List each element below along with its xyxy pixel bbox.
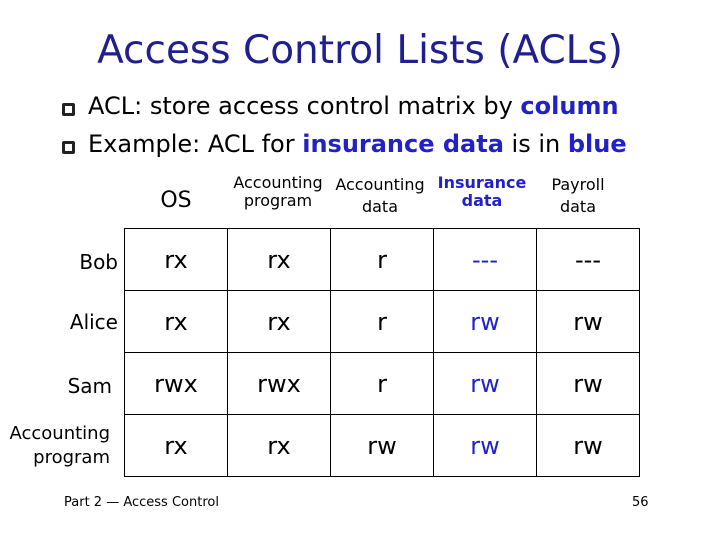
- page-number: 56: [632, 495, 649, 510]
- table-cell: rx: [125, 229, 228, 291]
- table-cell: rx: [125, 291, 228, 353]
- column-header-os: OS: [160, 188, 192, 213]
- table-cell: rwx: [125, 353, 228, 415]
- table-row: [125, 291, 640, 353]
- slide-footer: Part 2 — Access Control: [64, 495, 219, 510]
- table-row: [125, 353, 640, 415]
- column-header-insurance-data: Insurance data: [437, 173, 527, 210]
- row-header-accounting-program: Accounting program: [9, 423, 110, 468]
- table-cell: rw: [537, 291, 640, 353]
- highlight-text: insurance data: [302, 130, 504, 158]
- row-header-bob: Bob: [79, 250, 118, 274]
- table-cell: r: [331, 291, 434, 353]
- table-cell: rx: [228, 291, 331, 353]
- highlight-text: blue: [567, 130, 627, 158]
- checkbox-bullet-icon: [62, 141, 75, 154]
- table-cell: rx: [125, 415, 228, 477]
- table-cell: rw: [537, 353, 640, 415]
- slide-title: Access Control Lists (ACLs): [97, 28, 623, 73]
- column-header-accounting-data: Accounting data: [335, 175, 425, 216]
- column-header-accounting-program: Accounting program: [233, 173, 323, 210]
- column-header-payroll-data: Payroll data: [551, 175, 605, 216]
- table-cell: ---: [537, 229, 640, 291]
- table-row: [125, 415, 640, 477]
- bullet-text: Example: ACL for insurance data is in blue: [88, 130, 627, 158]
- table-cell: rx: [228, 415, 331, 477]
- table-cell: rwx: [228, 353, 331, 415]
- table-cell: rw: [331, 415, 434, 477]
- row-header-alice: Alice: [69, 310, 118, 334]
- table-cell-highlighted: rw: [434, 353, 537, 415]
- row-header-sam: Sam: [67, 374, 112, 398]
- table-cell-highlighted: ---: [434, 229, 537, 291]
- table-cell-highlighted: rw: [434, 291, 537, 353]
- table-cell: r: [331, 229, 434, 291]
- table-cell: rw: [537, 415, 640, 477]
- table-cell: r: [331, 353, 434, 415]
- checkbox-bullet-icon: [62, 103, 75, 116]
- bullet-text: ACL: store access control matrix by column: [88, 92, 619, 120]
- table-row: [125, 229, 640, 291]
- table-cell: rx: [228, 229, 331, 291]
- highlight-text: column: [520, 92, 619, 120]
- table-cell-highlighted: rw: [434, 415, 537, 477]
- acl-matrix-table: [124, 228, 640, 477]
